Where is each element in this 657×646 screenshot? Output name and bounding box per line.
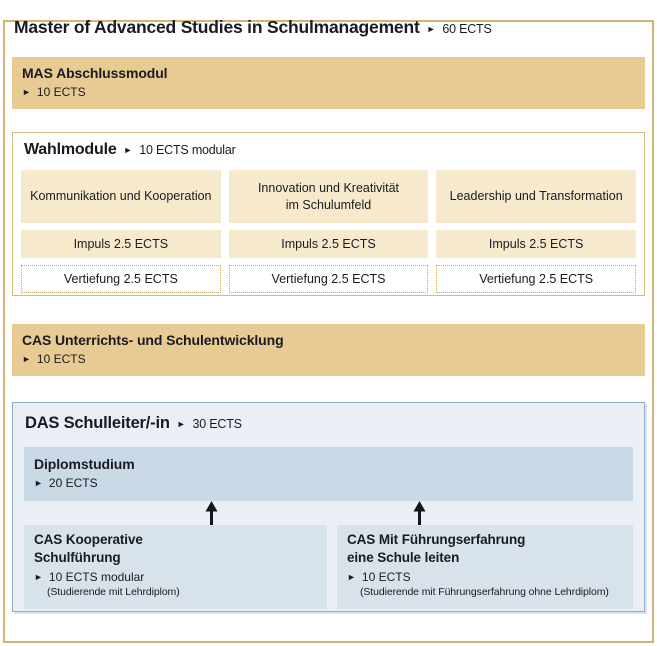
module-header-leadership — [436, 170, 636, 223]
module-header-label: Leadership und Transformation — [449, 189, 623, 204]
das-ects: 30 ECTS — [192, 417, 242, 431]
program-structure-diagram — [0, 17, 657, 612]
wahlmodule-section — [12, 132, 645, 296]
wahlmodule-ects: 10 ECTS modular — [139, 143, 236, 157]
cas-unterricht-bar — [12, 324, 645, 376]
module-header-label: Kommunikation und Kooperation — [30, 189, 212, 204]
das-header — [25, 414, 633, 438]
page-title: Master of Advanced Studies in Schulmanagement — [14, 17, 420, 37]
up-arrow-icon — [204, 501, 219, 525]
wahlmodule-header — [21, 141, 636, 163]
mas-ects: 10 ECTS — [36, 85, 86, 100]
wahlmodule-grid — [21, 170, 636, 293]
triangle-marker-icon: ► — [426, 24, 436, 34]
path-ects-line — [34, 570, 317, 584]
das-paths-grid — [24, 525, 633, 609]
page-title-ects: 60 ECTS — [442, 22, 492, 36]
das-title: DAS Schulleiter/-in — [25, 414, 170, 432]
cas-ects: 10 ECTS — [36, 352, 86, 367]
wahlmodule-title: Wahlmodule — [24, 141, 117, 158]
path-ects-line — [347, 570, 623, 584]
triangle-marker-icon: ► — [347, 571, 356, 582]
path-title-line: eine Schule leiten — [347, 549, 460, 565]
up-arrow-icon — [412, 501, 427, 525]
mas-ects-line — [22, 85, 635, 99]
module-header-innovation — [229, 170, 429, 223]
triangle-marker-icon: ► — [22, 354, 31, 365]
cas-kooperative-box — [24, 525, 327, 609]
diplomstudium-ects: 20 ECTS — [48, 476, 98, 491]
path-note: (Studierende mit Führungserfahrung ohne Lehrdiplom) — [360, 585, 609, 598]
path-title-line: CAS Mit Führungserfahrung — [347, 532, 526, 547]
path-title — [347, 531, 623, 567]
triangle-marker-icon: ► — [176, 419, 186, 429]
module-header-label: Innovation und Kreativität — [257, 181, 400, 196]
cas-title: CAS Unterrichts- und Schulentwicklung — [22, 332, 284, 348]
impuls-cell — [229, 230, 429, 258]
page-title-row — [14, 17, 644, 38]
vertiefung-cell — [229, 265, 429, 293]
path-note: (Studierende mit Lehrdiplom) — [47, 585, 180, 598]
path-title — [34, 531, 317, 567]
arrow-row — [24, 501, 633, 525]
diplomstudium-ects-line — [34, 476, 623, 490]
path-title-line: Schulführung — [34, 549, 121, 565]
vertiefung-label: Vertiefung 2.5 ECTS — [271, 271, 386, 286]
vertiefung-label: Vertiefung 2.5 ECTS — [63, 271, 178, 286]
impuls-cell — [21, 230, 221, 258]
impuls-label: Impuls 2.5 ECTS — [73, 236, 169, 251]
diplomstudium-bar — [24, 447, 633, 501]
impuls-label: Impuls 2.5 ECTS — [488, 236, 584, 251]
impuls-cell — [436, 230, 636, 258]
triangle-marker-icon: ► — [123, 145, 133, 155]
impuls-label: Impuls 2.5 ECTS — [281, 236, 376, 251]
mas-title: MAS Abschlussmodul — [22, 65, 168, 81]
vertiefung-cell — [21, 265, 221, 293]
vertiefung-cell — [436, 265, 636, 293]
path-ects: 10 ECTS — [361, 569, 411, 584]
vertiefung-label: Vertiefung 2.5 ECTS — [479, 271, 594, 286]
cas-ects-line — [22, 352, 635, 366]
triangle-marker-icon: ► — [34, 571, 43, 582]
module-header-label: im Schulumfeld — [285, 197, 372, 212]
diplomstudium-title: Diplomstudium — [34, 456, 135, 472]
cas-fuehrungserfahrung-box — [337, 525, 633, 609]
das-schulleiter-section — [12, 402, 645, 612]
module-header-kommunikation — [21, 170, 221, 223]
path-ects: 10 ECTS modular — [48, 569, 145, 584]
triangle-marker-icon: ► — [34, 478, 43, 489]
path-title-line: CAS Kooperative — [34, 532, 143, 547]
triangle-marker-icon: ► — [22, 87, 31, 98]
mas-abschlussmodul-bar — [12, 57, 645, 109]
